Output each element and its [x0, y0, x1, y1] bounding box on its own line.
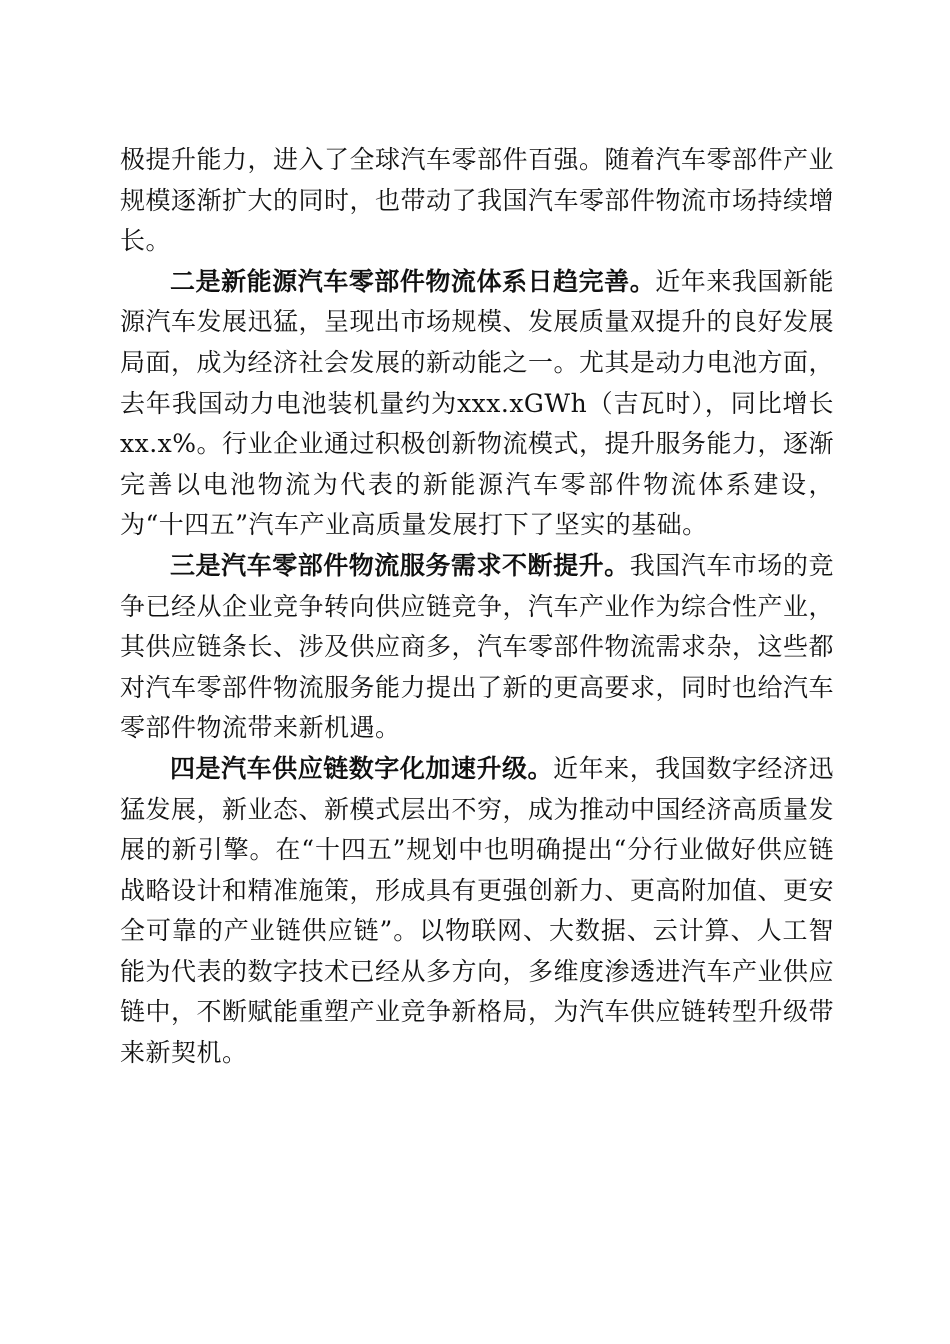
paragraph-2-lead: 二是新能源汽车零部件物流体系日趋完善。 [170, 266, 656, 296]
paragraph-1 [120, 140, 834, 262]
paragraph-4 [120, 749, 834, 1074]
paragraph-2 [120, 262, 834, 546]
paragraph-4-text: 近年来，我国数字经济迅猛发展，新业态、新模式层出不穷，成为推动中国经济高质量发展的新引擎。在“十四五”规划中也明确提出“分行业做好供应链战略设计和精准施策，形成具有更强创新力、更高附加值、更安全可靠的产业链供应链”。以物联网、大数据、云计算、人工智能为代表的数字技术已经从多方向，多维度渗透进汽车产业供应链中，不断赋能重塑产业竞争新格局，为汽车供应链转型升级带来新契机。 [120, 753, 835, 1068]
paragraph-2-text: 近年来我国新能源汽车发展迅猛，呈现出市场规模、发展质量双提升的良好发展局面，成为经济社会发展的新动能之一。尤其是动力电池方面，去年我国动力电池装机量约为xxx.xGWh（吉瓦时），同比增长xx.x%。行业企业通过积极创新物流模式，提升服务能力，逐渐完善以电池物流为代表的新能源汽车零部件物流体系建设，为“十四五”汽车产业高质量发展打下了坚实的基础。 [120, 266, 835, 540]
paragraph-3 [120, 546, 834, 749]
document-body [120, 140, 834, 1074]
paragraph-3-text: 我国汽车市场的竞争已经从企业竞争转向供应链竞争，汽车产业作为综合性产业，其供应链条长、涉及供应商多，汽车零部件物流需求杂，这些都对汽车零部件物流服务能力提出了新的更高要求，同时也给汽车零部件物流带来新机遇。 [120, 550, 835, 743]
paragraph-3-lead: 三是汽车零部件物流服务需求不断提升。 [170, 550, 630, 580]
paragraph-1-text: 极提升能力，进入了全球汽车零部件百强。随着汽车零部件产业规模逐渐扩大的同时，也带动了我国汽车零部件物流市场持续增长。 [120, 145, 835, 256]
paragraph-4-lead: 四是汽车供应链数字化加速升级。 [170, 753, 554, 783]
